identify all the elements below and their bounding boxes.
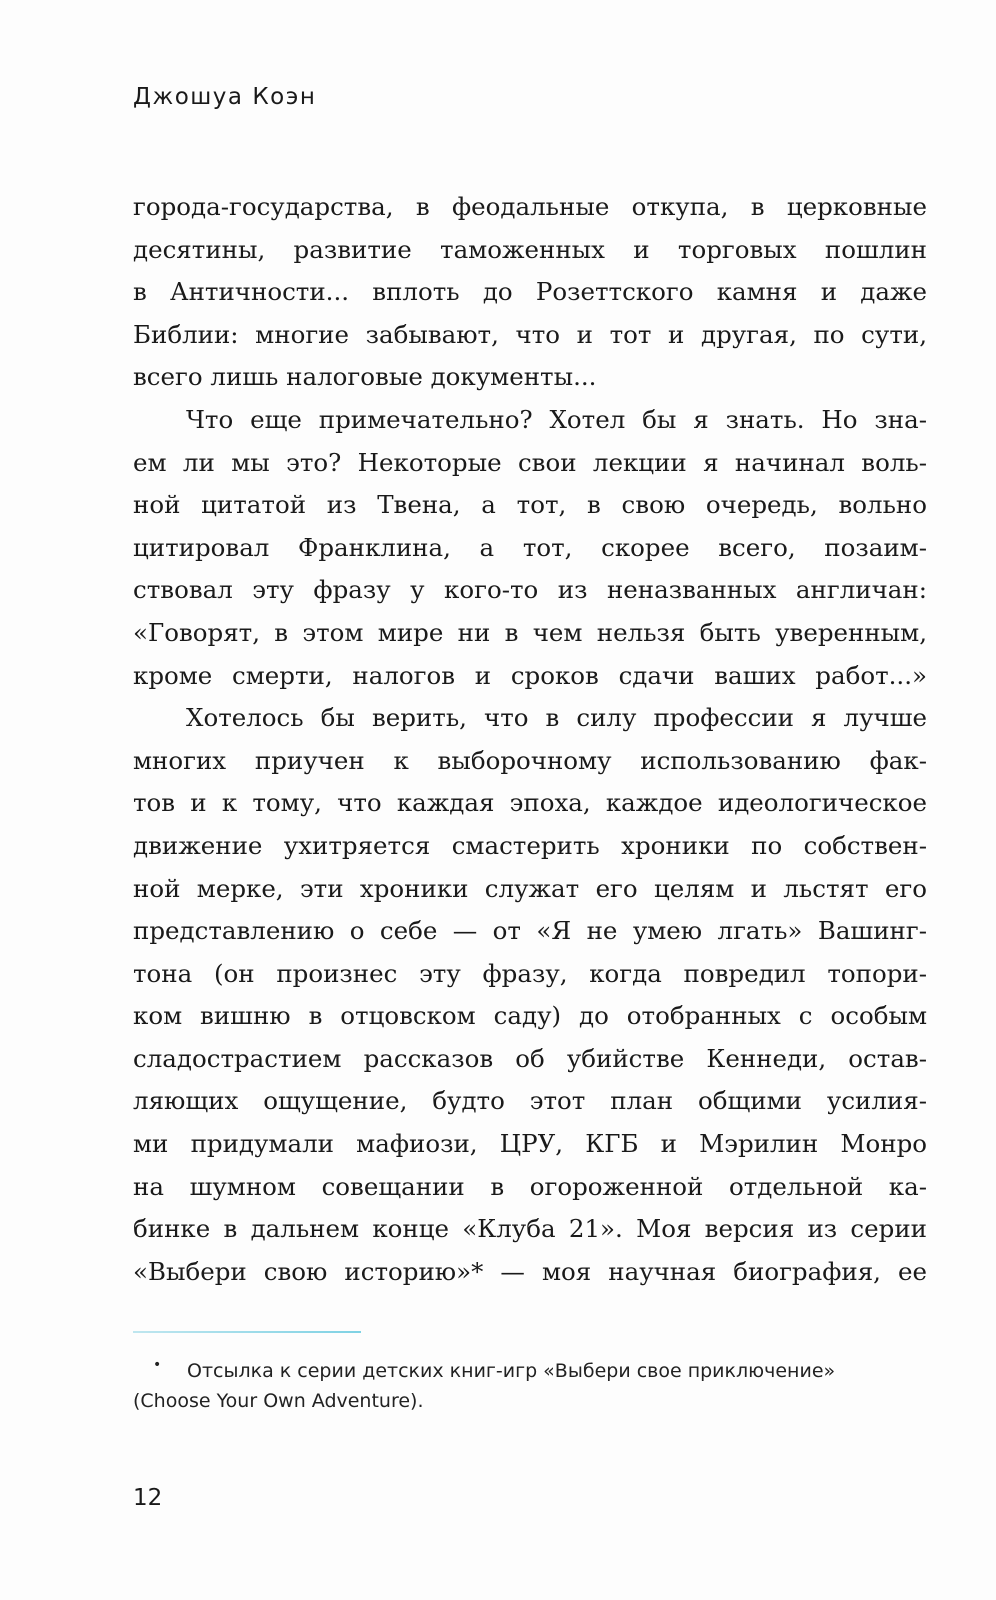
text-line: ем ли мы это? Некоторые свои лекции я начинал воль- [133, 447, 927, 477]
text-line: кроме смерти, налогов и сроков сдачи ваших работ...» [133, 660, 927, 690]
footnote-marker: • [153, 1357, 162, 1373]
text-line: Библии: многие забывают, что и тот и другая, по сути, [133, 319, 927, 349]
footnote-divider [133, 1331, 361, 1333]
text-line: тона (он произнес эту фразу, когда повредил топори- [133, 958, 927, 988]
text-line: движение ухитряется смастерить хроники по собствен- [133, 830, 927, 860]
text-line: сладострастием рассказов об убийстве Кеннеди, остав- [133, 1043, 927, 1073]
text-line: «Говорят, в этом мире ни в чем нельзя быть уверенным, [133, 617, 927, 647]
text-line: «Выбери свою историю»* — моя научная биография, ее [133, 1256, 927, 1286]
text-line: представлению о себе — от «Я не умею лгать» Вашинг- [133, 916, 927, 946]
text-line: цитировал Франклина, а тот, скорее всего, позаим- [133, 532, 927, 562]
footnote-line: (Choose Your Own Adventure). [133, 1390, 424, 1412]
body-text [133, 186, 927, 1293]
text-line: десятины, развитие таможенных и торговых пошлин [133, 234, 927, 264]
text-line: ной мерке, эти хроники служат его целям и льстят его [133, 873, 927, 903]
text-line: бинке в дальнем конце «Клуба 21». Моя версия из серии [133, 1214, 927, 1244]
text-line: Хотелось бы верить, что в силу профессии я лучше [186, 703, 927, 733]
text-line: ствовал эту фразу у кого-то из неназванных англичан: [133, 575, 927, 605]
text-line: ми придумали мафиози, ЦРУ, КГБ и Мэрилин Монро [133, 1129, 927, 1159]
running-header: Джошуа Коэн [133, 84, 317, 110]
text-line: ной цитатой из Твена, а тот, в свою очередь, вольно [133, 490, 927, 520]
footnote-line: Отсылка к серии детских книг-игр «Выбери свое приключение» [187, 1360, 836, 1382]
page-number: 12 [133, 1485, 163, 1511]
text-line: всего лишь налоговые документы... [133, 362, 597, 392]
text-line: тов и к тому, что каждая эпоха, каждое идеологическое [133, 788, 927, 818]
text-line: ком вишню в отцовском саду) до отобранных с особым [133, 1001, 927, 1031]
text-line: ляющих ощущение, будто этот план общими усилия- [133, 1086, 927, 1116]
footnote [133, 1356, 933, 1416]
text-line: на шумном совещании в огороженной отдельной ка- [133, 1171, 927, 1201]
text-line: в Античности... вплоть до Розеттского камня и даже [133, 277, 927, 307]
text-line: Что еще примечательно? Хотел бы я знать. Но зна- [186, 404, 927, 434]
text-line: многих приучен к выборочному использованию фак- [133, 745, 927, 775]
text-line: города-государства, в феодальные откупа, в церковные [133, 192, 927, 221]
